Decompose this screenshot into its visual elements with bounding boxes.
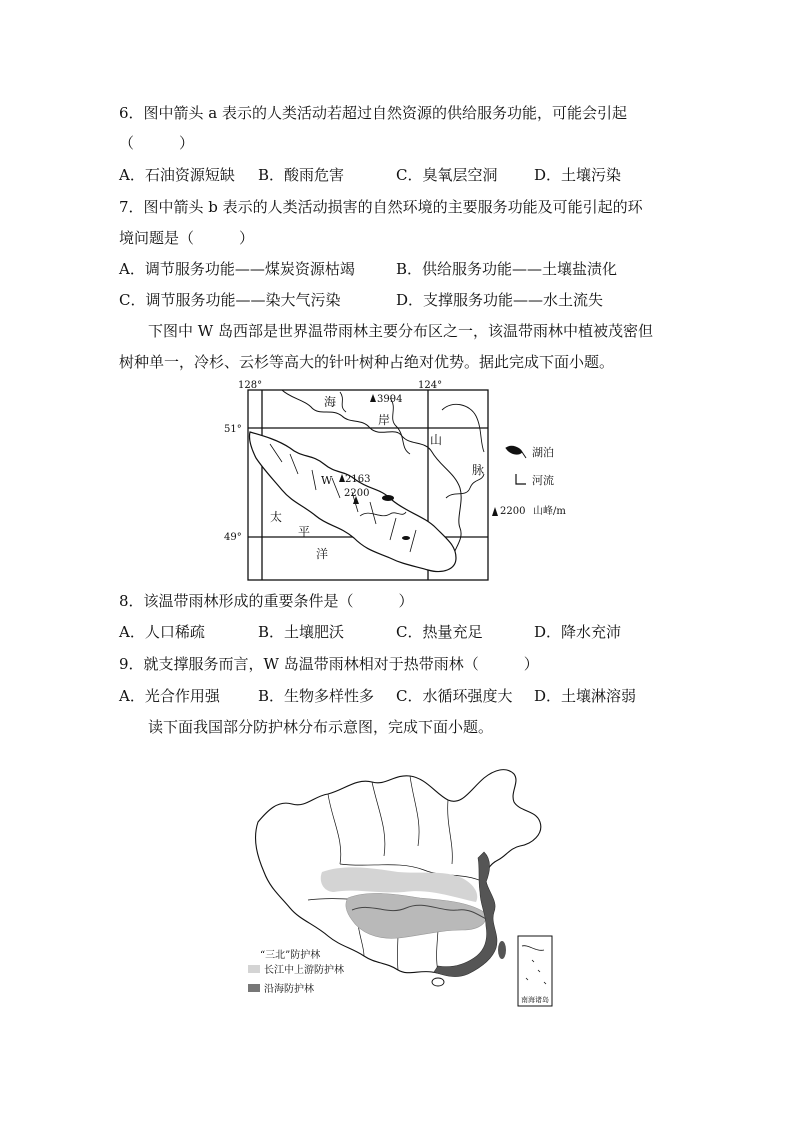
map-char-mai: 脉 — [472, 463, 485, 477]
q7-stem-line2: 境问题是（ ） — [119, 229, 255, 247]
w-island-map — [220, 378, 570, 588]
lat-51-label: 51° — [224, 424, 242, 435]
q8-stem: 8．该温带雨林形成的重要条件是（ ） — [119, 592, 414, 610]
q9-option-d: D．土壤淋溶弱 — [534, 687, 637, 705]
inset-label: 南海诸岛 — [521, 996, 549, 1004]
map-char-an: 岸 — [378, 413, 391, 427]
q6-option-d: D．土壤污染 — [534, 166, 622, 184]
lon-124-label: 124° — [418, 380, 443, 391]
q8-option-b: B．土壤肥沃 — [258, 623, 345, 641]
q8-option-c: C．热量充足 — [396, 623, 483, 641]
intro1-line2: 树种单一，冷杉、云杉等高大的针叶树种占绝对优势。据此完成下面小题。 — [119, 353, 615, 371]
q7-option-d: D．支撑服务功能——水土流失 — [396, 291, 604, 309]
map-char-yang: 洋 — [316, 547, 329, 561]
legend-lake-icon — [506, 446, 526, 458]
q6-stem-line2: （ ） — [119, 134, 195, 152]
legend-three-north-swatch — [248, 965, 260, 973]
peak-2163-label: 2163 — [345, 474, 371, 485]
lake-1 — [382, 495, 394, 501]
map-char-shan: 山 — [430, 433, 443, 447]
legend-river-icon — [516, 474, 526, 484]
legend-yangtze-label: 长江中上游防护林 — [264, 965, 344, 976]
q9-option-a: A．光合作用强 — [119, 687, 220, 705]
lat-49-label: 49° — [224, 532, 242, 543]
legend-peak-label: 山峰/m — [533, 506, 566, 517]
lake-2 — [402, 536, 410, 540]
q7-option-c: C．调节服务功能——染大气污染 — [119, 291, 341, 309]
q6-option-a: A．石油资源短缺 — [119, 166, 235, 184]
map-char-hai: 海 — [324, 395, 337, 409]
legend-peak-icon — [492, 507, 498, 516]
q9-option-c: C．水循环强度大 — [396, 687, 513, 705]
q7-stem-line1: 7．图中箭头 b 表示的人类活动损害的自然环境的主要服务功能及可能引起的环 — [119, 198, 643, 216]
legend-three-north-label: “三北”防护林 — [260, 950, 321, 961]
q6-stem-line1: 6．图中箭头 a 表示的人类活动若超过自然资源的供给服务功能，可能会引起 — [119, 104, 628, 122]
q8-option-a: A．人口稀疏 — [119, 623, 205, 641]
legend-lake-label: 湖泊 — [532, 446, 554, 459]
taiwan — [498, 941, 506, 959]
lon-128-label: 128° — [238, 380, 263, 391]
map-char-tai: 太 — [270, 510, 283, 524]
peak-2200-label: 2200 — [344, 488, 370, 499]
q8-option-d: D．降水充沛 — [534, 623, 622, 641]
q9-stem: 9．就支撑服务而言，W 岛温带雨林相对于热带雨林（ ） — [119, 655, 539, 673]
island-w-label: W — [321, 474, 333, 487]
map-char-ping: 平 — [298, 525, 311, 539]
china-shelterbelt-map — [248, 760, 568, 1016]
legend-coastal-label: 沿海防护林 — [264, 984, 314, 995]
legend-river-label: 河流 — [532, 474, 554, 487]
q7-option-a: A．调节服务功能——煤炭资源枯竭 — [119, 260, 355, 278]
q9-option-b: B．生物多样性多 — [258, 687, 375, 705]
peak-3994-label: 3994 — [377, 394, 403, 405]
legend-coastal-swatch — [248, 984, 260, 992]
q6-option-b: B．酸雨危害 — [258, 166, 345, 184]
legend-peak-value: 2200 — [500, 506, 526, 517]
intro1-line1: 下图中 W 岛西部是世界温带雨林主要分布区之一，该温带雨林中植被茂密但 — [148, 322, 653, 340]
q6-option-c: C．臭氧层空洞 — [396, 166, 498, 184]
intro2-line1: 读下面我国部分防护林分布示意图，完成下面小题。 — [148, 718, 494, 736]
q7-option-b: B．供给服务功能——土壤盐渍化 — [396, 260, 618, 278]
hainan — [432, 978, 444, 986]
